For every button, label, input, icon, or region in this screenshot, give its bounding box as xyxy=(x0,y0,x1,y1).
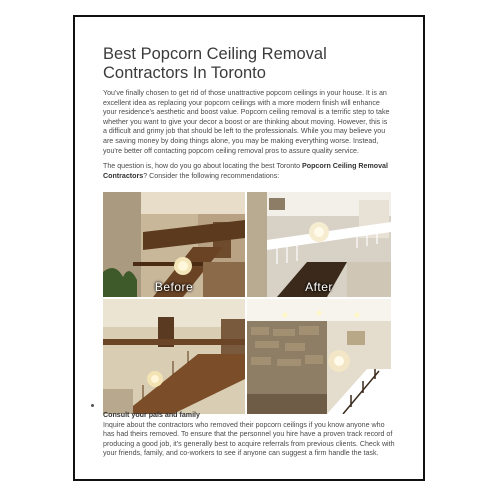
document-page xyxy=(73,15,425,481)
after-photo-lower xyxy=(247,299,391,414)
recommendation-section xyxy=(103,411,395,465)
question-paragraph xyxy=(103,162,393,181)
page-title: Best Popcorn Ceiling Removal Contractors In Toronto xyxy=(103,45,327,82)
after-label: After xyxy=(305,280,333,294)
question-text-end: ? Consider the following recommendations: xyxy=(143,171,280,180)
document-content xyxy=(103,45,393,187)
before-label: Before xyxy=(154,280,194,294)
section-body: Inquire about the contractors who removed their popcorn ceilings if you know anyone who has had theirs removed. To ensure that the personnel you hire have a proven track record of producing a good job, it's generally best to acquire referrals from previous clients. Check with your friends, family, and co-workers to see if anyone can suggest a firm handle the task. xyxy=(103,420,395,458)
question-text-start: The question is, how do you go about locating the best Toronto xyxy=(103,162,303,171)
after-photo-upper xyxy=(247,192,391,297)
section-heading: Consult your pals and family xyxy=(103,411,200,419)
intro-paragraph: You've finally chosen to get rid of those unattractive popcorn ceilings in your house. It is an excellent idea as replacing your popcorn ceilings with a more modern finish will enhance your residence's aesthetic and boost value. Popcorn ceiling removal is a terrific step to take whether you want to give your decor a boost or are thinking about moving. However, this is a difficult and grimy job that should be left to the professionals. While you may believe you are saving money by doing things alone, you may be making everything worse. Instead, you're better off contacting popcorn ceiling removal pros to assure quality service. xyxy=(103,89,390,155)
before-after-photo-grid xyxy=(103,192,391,414)
bullet-marker xyxy=(91,404,94,407)
before-photo-lower xyxy=(103,299,245,414)
before-photo-upper xyxy=(103,192,245,297)
question-bold-text: Popcorn Ceiling Removal Contractors xyxy=(103,162,388,180)
